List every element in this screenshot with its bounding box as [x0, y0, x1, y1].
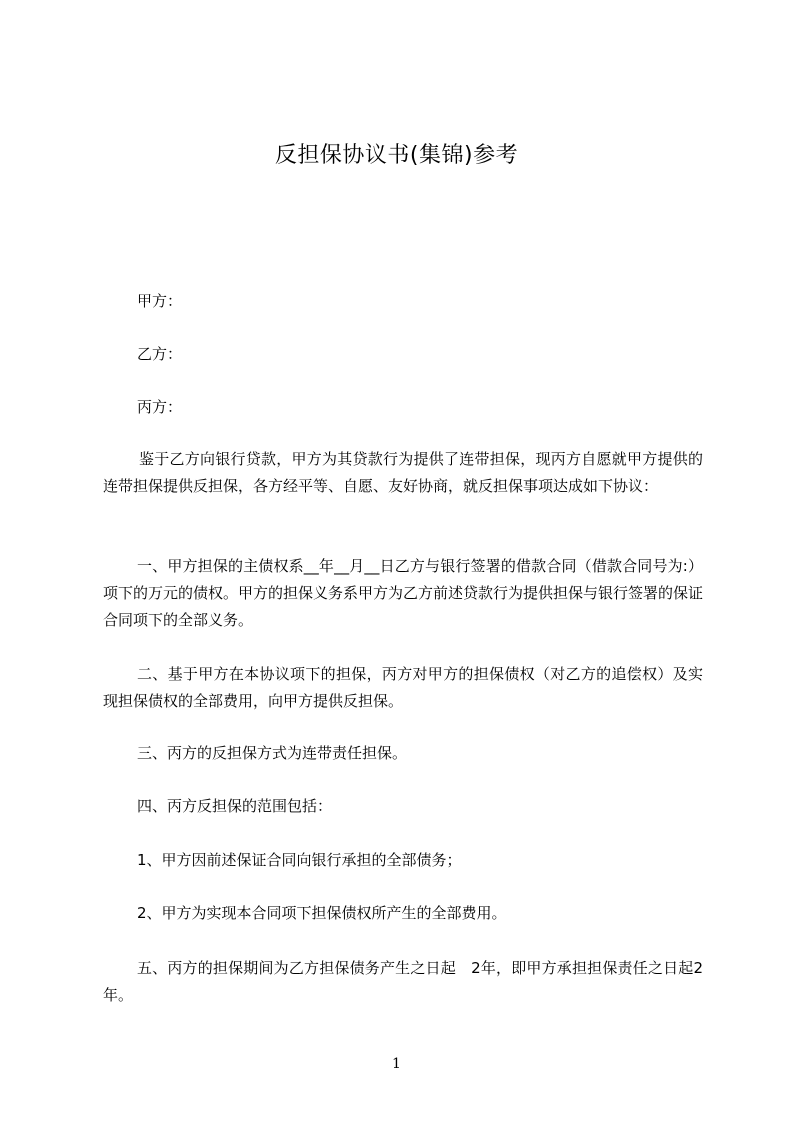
party-b-label: 乙方： — [137, 345, 183, 363]
page-number: 1 — [392, 1056, 401, 1072]
clause-3-paragraph: 三、丙方的反担保方式为连带责任担保。 — [137, 744, 408, 762]
clause-5-paragraph: 五、丙方的担保期间为乙方担保债务产生之日起 2年，即甲方承担担保责任之日起2年。 — [103, 959, 703, 1004]
clause-4-item-1: 1、甲方因前述保证合同向银行承担的全部债务； — [137, 851, 462, 869]
clause-1-paragraph: 一、甲方担保的主债权系__年__月__日乙方与银行签署的借款合同（借款合同号为:）项下的万元的债权。甲方的担保义务系甲方为乙方前述贷款行为提供担保与银行签署的保证合同项下的全部义务。 — [103, 557, 704, 629]
document-title: 反担保协议书(集锦)参考 — [274, 143, 519, 168]
clause-2-paragraph: 二、基于甲方在本协议项下的担保，丙方对甲方的担保债权（对乙方的追偿权）及实现担保债权的全部费用，向甲方提供反担保。 — [103, 665, 703, 710]
clause-4-item-2: 2、甲方为实现本合同项下担保债权所产生的全部费用。 — [137, 904, 507, 922]
party-c-label: 丙方： — [137, 398, 183, 416]
preamble-paragraph: 鉴于乙方向银行贷款，甲方为其贷款行为提供了连带担保，现丙方自愿就甲方提供的连带担保提供反担保，各方经平等、自愿、友好协商，就反担保事项达成如下协议： — [103, 450, 703, 495]
party-a-label: 甲方： — [137, 292, 183, 310]
clause-4-paragraph: 四、丙方反担保的范围包括： — [137, 797, 333, 815]
